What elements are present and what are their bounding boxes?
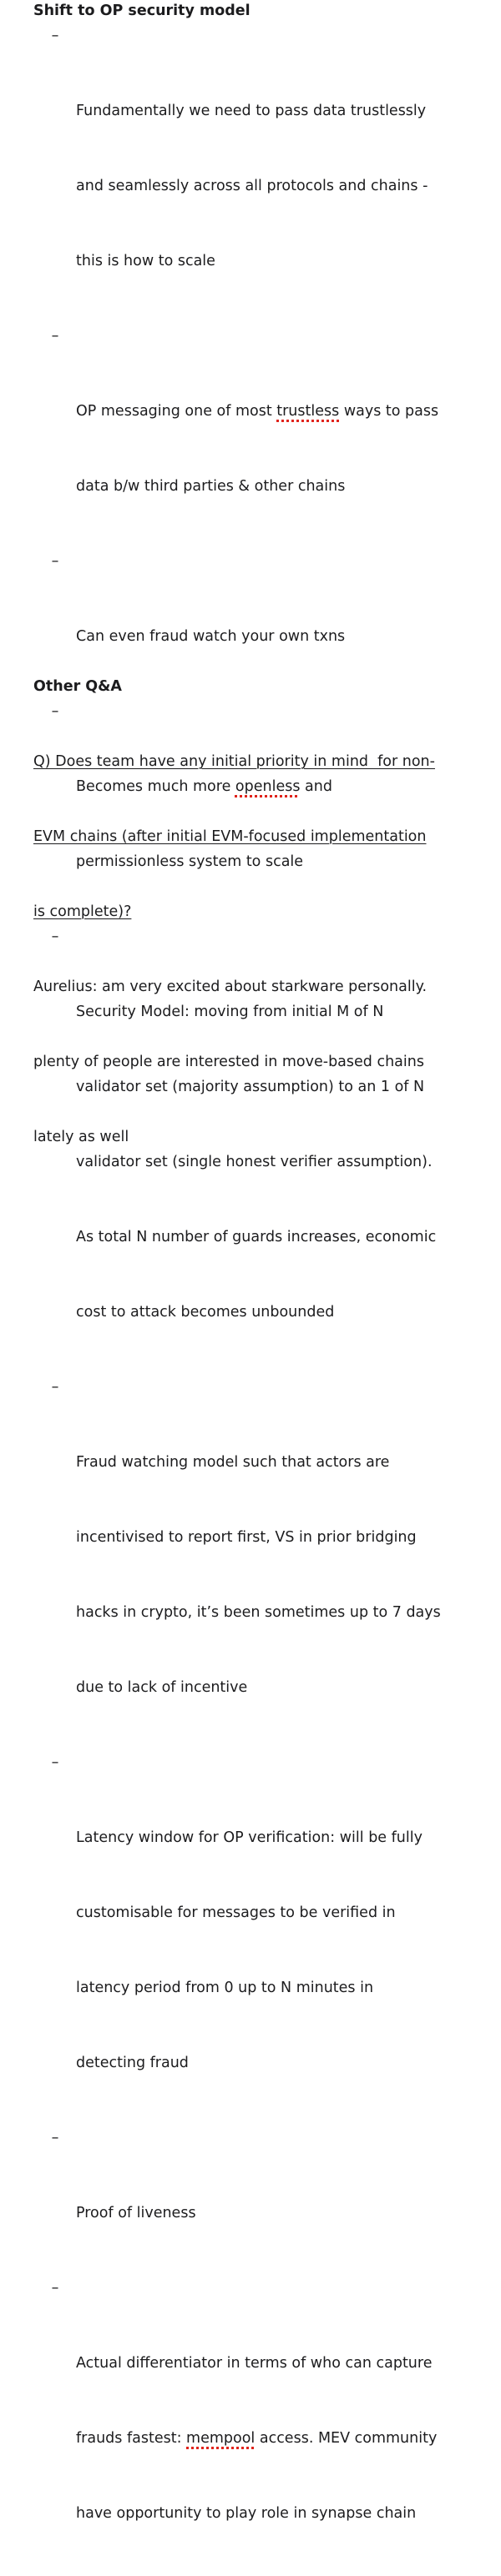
spellcheck-flagged-word[interactable]: trustless bbox=[276, 403, 340, 420]
bullet-dash: – bbox=[51, 328, 59, 345]
bullet-text-line: latency period from 0 up to N minutes in bbox=[76, 1980, 374, 1996]
answer-line: plenty of people are interested in move-based chains bbox=[33, 1054, 424, 1070]
section-heading-op-security: Shift to OP security model bbox=[33, 3, 250, 19]
text-segment: Becomes much more bbox=[76, 778, 235, 795]
answer-line: Aurelius: am very excited about starkware personally. bbox=[33, 979, 428, 995]
bullet-text-line bbox=[76, 399, 441, 424]
bullet-dash: – bbox=[51, 553, 59, 570]
text-segment: frauds fastest: bbox=[76, 2430, 187, 2447]
bullet-dash: – bbox=[51, 1754, 59, 1771]
question-line: is complete)? bbox=[33, 903, 132, 920]
text-segment: ways to pass bbox=[339, 403, 439, 420]
bullet-text-line: have opportunity to play role in synapse chain bbox=[76, 2505, 417, 2522]
bullet-text-line: cost to attack becomes unbounded bbox=[76, 1304, 335, 1321]
bullet-dash: – bbox=[51, 928, 59, 945]
bullet-item bbox=[0, 2126, 441, 2276]
section-heading-other-qa: Other Q&A bbox=[33, 678, 122, 695]
bullet-dash: – bbox=[51, 703, 59, 720]
bullet-dash: – bbox=[51, 1379, 59, 1396]
bullet-text-line: detecting fraud bbox=[76, 2055, 189, 2071]
bullet-text-line: Latency window for OP verification: will be fully bbox=[76, 1829, 423, 1846]
bullet-text-line: As total N number of guards increases, economic bbox=[76, 1229, 437, 1245]
bullet-item bbox=[0, 2276, 441, 2576]
bullet-dash: – bbox=[51, 28, 59, 44]
qa-block bbox=[33, 699, 435, 1200]
bullet-text-line: Fundamentally we need to pass data trustlessly bbox=[76, 103, 427, 119]
bullet-text-line: due to lack of incentive bbox=[76, 1679, 248, 1696]
bullet-list-op-security bbox=[0, 23, 441, 2576]
answer-line: lately as well bbox=[33, 1129, 129, 1145]
bullet-item bbox=[0, 23, 441, 324]
text-segment: access. MEV community bbox=[255, 2430, 438, 2447]
bullet-text-line: data b/w third parties & other chains bbox=[76, 478, 346, 495]
bullet-text-line: customisable for messages to be verified in bbox=[76, 1904, 396, 1921]
bullet-text-line: Proof of liveness bbox=[76, 2205, 196, 2221]
text-segment: and bbox=[300, 778, 332, 795]
spellcheck-flagged-word[interactable]: mempool bbox=[186, 2430, 256, 2447]
bullet-text-line: hacks in crypto, it’s been sometimes up to 7 days bbox=[76, 1604, 441, 1621]
bullet-dash: – bbox=[51, 2130, 59, 2146]
text-segment: OP messaging one of most bbox=[76, 403, 277, 420]
bullet-text-line: this is how to scale bbox=[76, 253, 215, 269]
bullet-text-line: incentivised to report first, VS in prior bridging bbox=[76, 1529, 417, 1546]
bullet-text-line: and seamlessly across all protocols and chains - bbox=[76, 178, 428, 194]
bullet-item bbox=[0, 324, 441, 549]
question-line: EVM chains (after initial EVM-focused implementation bbox=[33, 828, 427, 845]
bullet-dash: – bbox=[51, 2280, 59, 2297]
bullet-text-line: validator set (majority assumption) to an 1 of N bbox=[76, 1079, 425, 1095]
bullet-text-line: Can even fraud watch your own txns bbox=[76, 628, 346, 645]
bullet-text-line: permissionless system to scale bbox=[76, 853, 304, 870]
bullet-text-line bbox=[76, 2426, 441, 2451]
bullet-item bbox=[0, 1750, 441, 2126]
spellcheck-flagged-word[interactable]: openless bbox=[235, 778, 301, 795]
bullet-text-line: Fraud watching model such that actors are bbox=[76, 1454, 390, 1471]
bullet-text-line: Security Model: moving from initial M of N bbox=[76, 1004, 384, 1020]
bullet-text-line: validator set (single honest verifier assumption). bbox=[76, 1154, 433, 1170]
bullet-item bbox=[0, 1375, 441, 1750]
question-line: Q) Does team have any initial priority in mind for non- bbox=[33, 753, 435, 770]
bullet-text-line: Actual differentiator in terms of who can capture bbox=[76, 2355, 433, 2372]
